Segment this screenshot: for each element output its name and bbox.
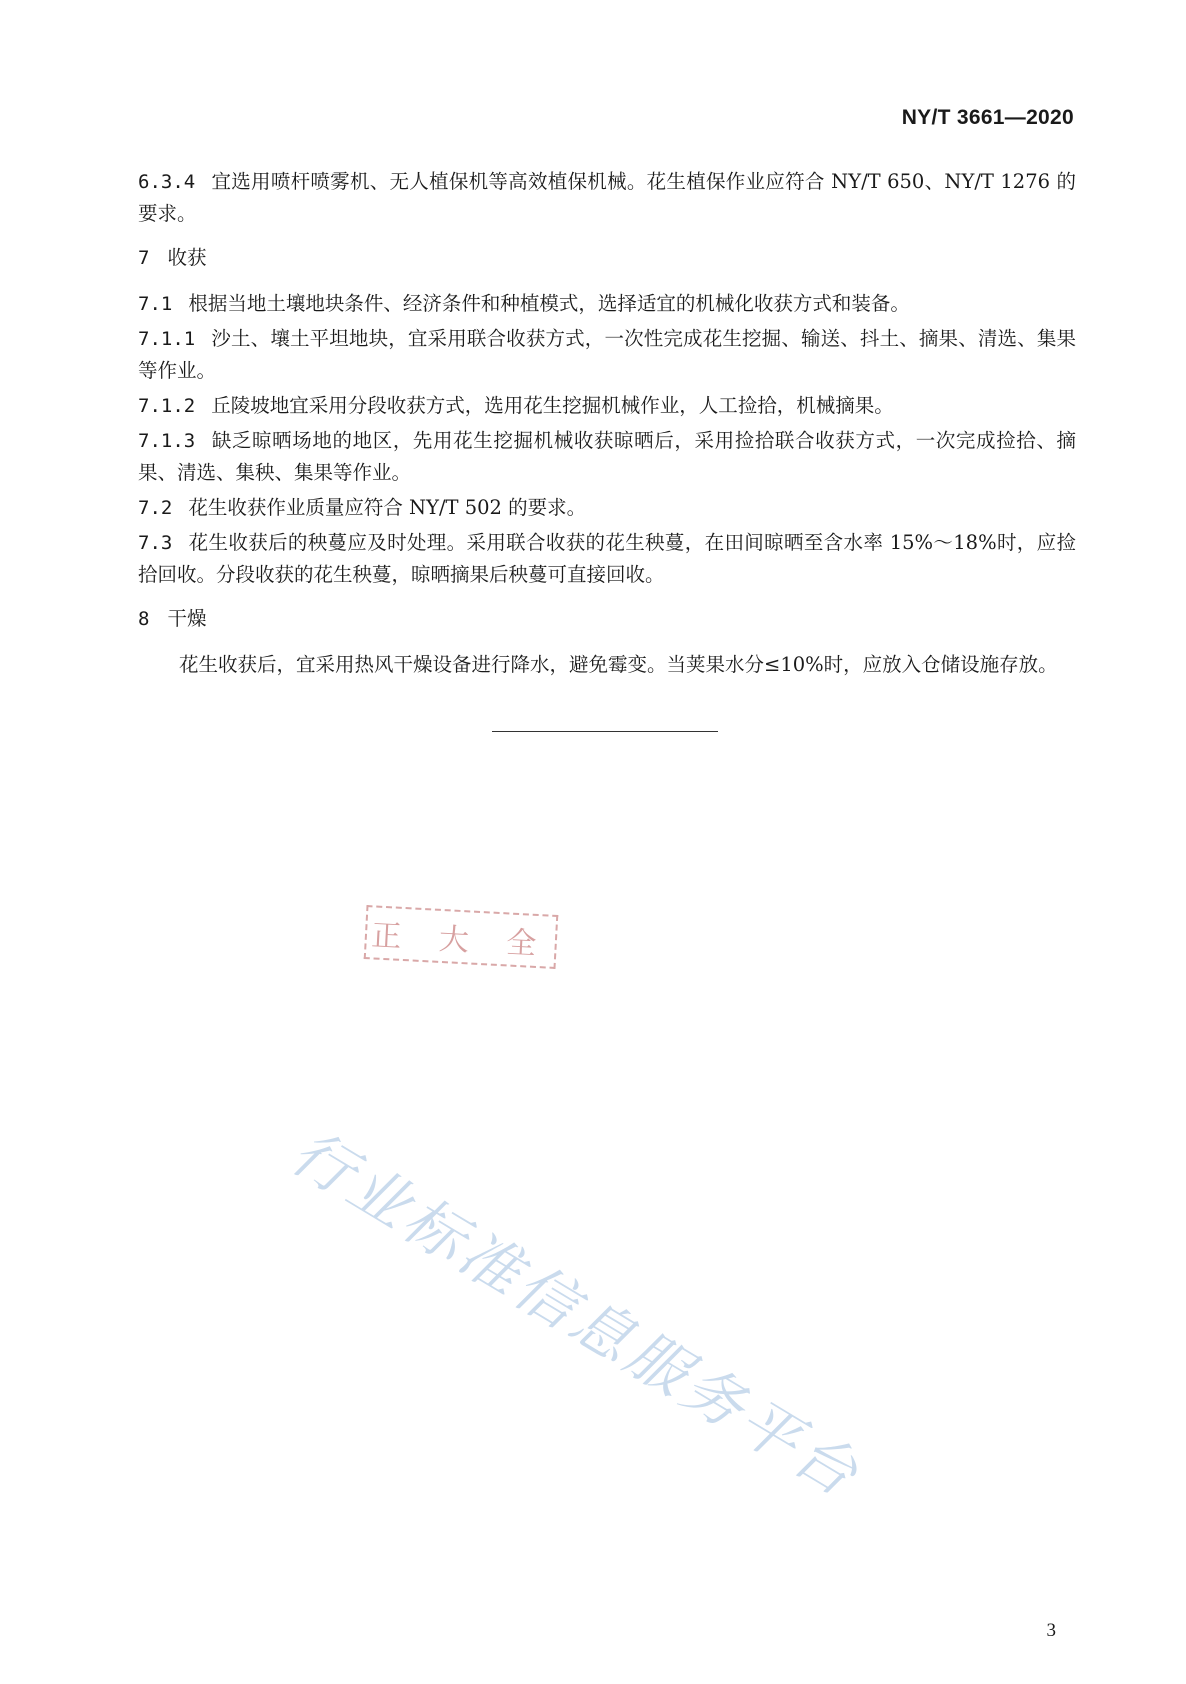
document-body — [138, 166, 1076, 684]
section-number: 7 — [138, 247, 150, 269]
end-rule — [492, 731, 718, 732]
paragraph-drying: 花生收获后，宜采用热风干燥设备进行降水，避免霉变。当荚果水分≤10%时，应放入仓储设施存放。 — [179, 653, 1058, 676]
clause-7-1-1 — [138, 323, 1076, 387]
section-title: 收获 — [167, 246, 207, 269]
clause-number: 7.2 — [138, 497, 173, 519]
clause-number: 7.1 — [138, 293, 173, 315]
page-number: 3 — [1046, 1620, 1056, 1641]
clause-number: 7.1.2 — [138, 395, 196, 417]
clause-text: 丘陵坡地宜采用分段收获方式，选用花生挖掘机械作业，人工捡拾，机械摘果。 — [211, 394, 894, 417]
stamp: 正 大 全 — [364, 905, 559, 969]
clause-7-3 — [138, 527, 1076, 591]
clause-7-2 — [138, 492, 1076, 524]
clause-7-1-3 — [138, 425, 1076, 489]
clause-number: 7.3 — [138, 532, 173, 554]
section-number: 8 — [138, 608, 150, 630]
clause-text: 沙土、壤土平坦地块，宜采用联合收获方式，一次性完成花生挖掘、输送、抖土、摘果、清选、集果等作业。 — [138, 327, 1076, 382]
section-heading-8 — [138, 603, 1076, 635]
clause-text: 花生收获后的秧蔓应及时处理。采用联合收获的花生秧蔓，在田间晾晒至含水率 15%～18%时，应捡拾回收。分段收获的花生秧蔓，晾晒摘果后秧蔓可直接回收。 — [138, 531, 1076, 586]
clause-text: 缺乏晾晒场地的地区，先用花生挖掘机械收获晾晒后，采用捡拾联合收获方式，一次完成捡拾、摘果、清选、集秧、集果等作业。 — [138, 429, 1076, 484]
clause-text: 宜选用喷杆喷雾机、无人植保机等高效植保机械。花生植保作业应符合 NY/T 650、NY/T 1276 的要求。 — [138, 170, 1076, 225]
clause-7-1 — [138, 288, 1076, 320]
clause-6-3-4 — [138, 166, 1076, 230]
watermark: 行业标准信息服务平台 — [279, 1117, 873, 1513]
clause-text: 根据当地土壤地块条件、经济条件和种植模式，选择适宜的机械化收获方式和装备。 — [188, 292, 910, 315]
clause-7-1-2 — [138, 390, 1076, 422]
clause-number: 7.1.3 — [138, 430, 196, 452]
section-title: 干燥 — [167, 607, 207, 630]
clause-number: 6.3.4 — [138, 171, 196, 193]
standard-code: NY/T 3661—2020 — [901, 106, 1074, 129]
section-heading-7 — [138, 242, 1076, 274]
clause-number: 7.1.1 — [138, 328, 196, 350]
clause-text: 花生收获作业质量应符合 NY/T 502 的要求。 — [188, 496, 587, 519]
